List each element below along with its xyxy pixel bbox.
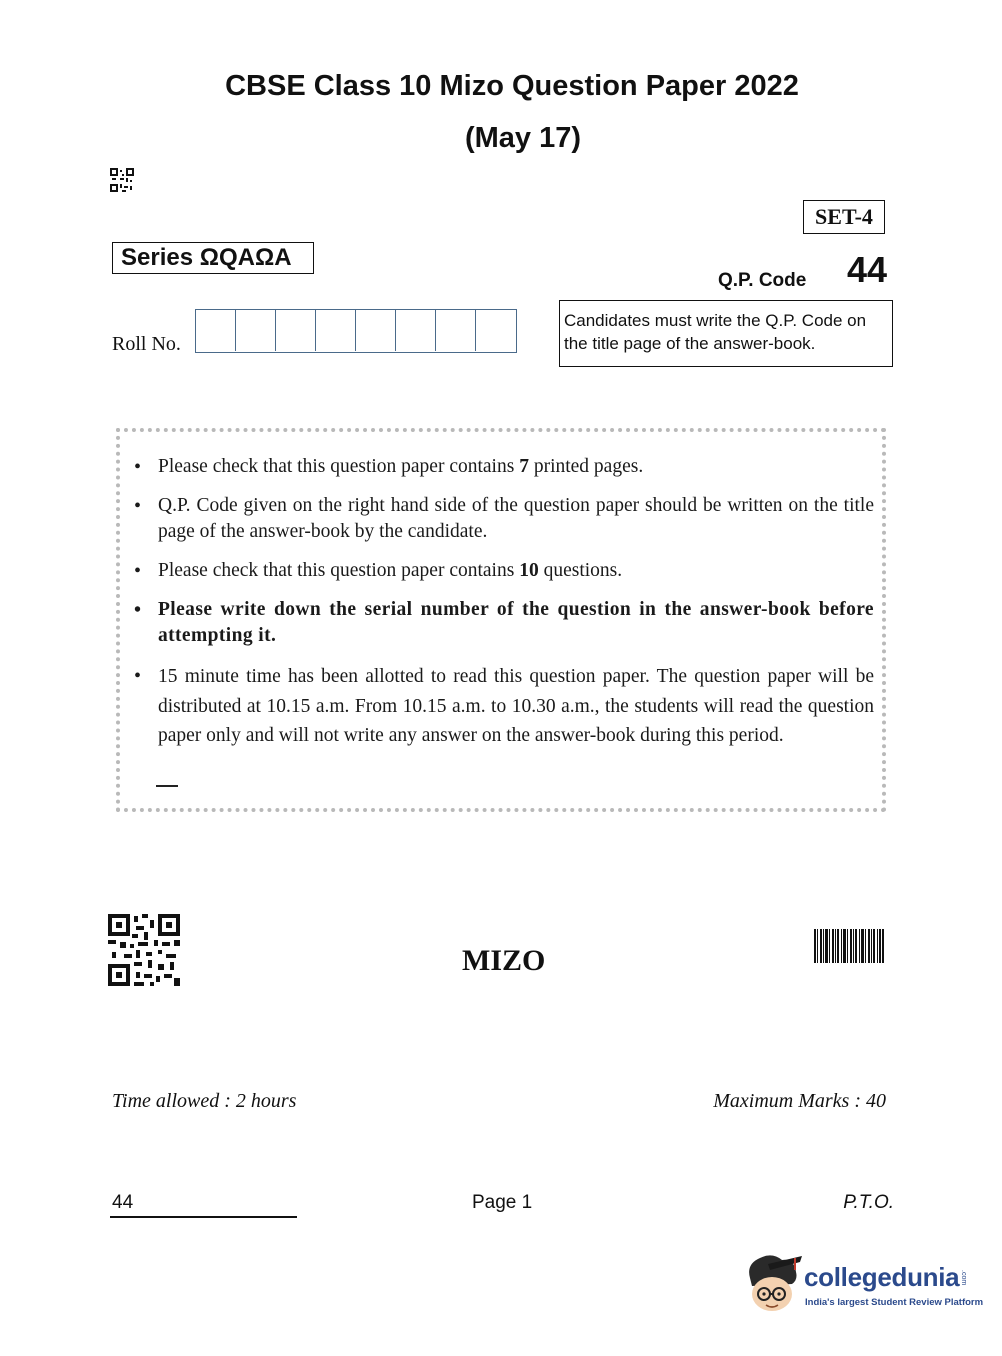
series-label-box: Series ΩQAΩA	[112, 242, 314, 274]
candidate-note-box: Candidates must write the Q.P. Code on the title page of the answer-book.	[559, 300, 893, 367]
instructions-list	[158, 454, 874, 764]
footer-qp-code: 44	[112, 1192, 134, 1213]
roll-no-cell[interactable]	[356, 310, 396, 351]
instruction-item: • Please write down the serial number of the question in the answer-book before attempting it.	[158, 597, 874, 649]
instruction-item: • 15 minute time has been allotted to read this question paper. The question paper will be distributed at 10.15 a.m. From 10.15 a.m. to 10.30 a.m., the students will read the question paper only and will not write any answer on the answer-book during this period.	[158, 662, 874, 751]
instruction-text: Please check that this question paper contains	[158, 456, 520, 477]
roll-no-cell[interactable]	[436, 310, 476, 351]
roll-no-cell[interactable]	[316, 310, 356, 351]
qp-code-label: Q.P. Code	[718, 270, 807, 291]
collegedunia-mascot-icon	[742, 1250, 804, 1314]
time-allowed: Time allowed : 2 hours	[112, 1090, 297, 1112]
collegedunia-tagline: India's largest Student Review Platform	[805, 1297, 984, 1308]
maximum-marks: Maximum Marks : 40	[713, 1090, 886, 1112]
collegedunia-logo-text[interactable]: collegedunia	[804, 1262, 960, 1292]
roll-no-boxes[interactable]	[195, 309, 517, 353]
page-subtitle-date: (May 17)	[464, 122, 582, 154]
instruction-item	[158, 454, 874, 480]
barcode-icon	[814, 929, 884, 963]
instructions-box	[116, 428, 886, 812]
pto-label: P.T.O.	[843, 1192, 894, 1213]
underscore-mark	[156, 785, 178, 787]
instruction-text: printed pages.	[528, 456, 644, 477]
instruction-text: Please check that this question paper contains	[158, 560, 520, 581]
roll-no-cell[interactable]	[236, 310, 276, 351]
roll-no-cell[interactable]	[276, 310, 316, 351]
collegedunia-logo-domain: .com	[960, 1270, 967, 1286]
instruction-item: • Q.P. Code given on the right hand side of the question paper should be written on the title page of the answer-book by the candidate.	[158, 493, 874, 545]
instruction-item	[158, 558, 874, 584]
roll-no-cell[interactable]	[396, 310, 436, 351]
footer-divider	[110, 1216, 297, 1218]
set-label-box: SET-4	[803, 200, 885, 234]
roll-no-cell[interactable]	[476, 310, 516, 351]
small-qr-code-icon	[110, 168, 134, 192]
instruction-page-count: 7	[519, 456, 529, 477]
page-title: CBSE Class 10 Mizo Question Paper 2022	[225, 70, 799, 102]
page-number: Page 1	[472, 1192, 533, 1213]
instruction-text: questions.	[538, 560, 623, 581]
roll-no-label: Roll No.	[112, 333, 181, 355]
subject-title: MIZO	[462, 944, 546, 977]
large-qr-code-icon	[108, 914, 180, 986]
qp-code-value: 44	[847, 249, 888, 290]
roll-no-cell[interactable]	[196, 310, 236, 351]
instruction-question-count: 10	[519, 560, 539, 581]
